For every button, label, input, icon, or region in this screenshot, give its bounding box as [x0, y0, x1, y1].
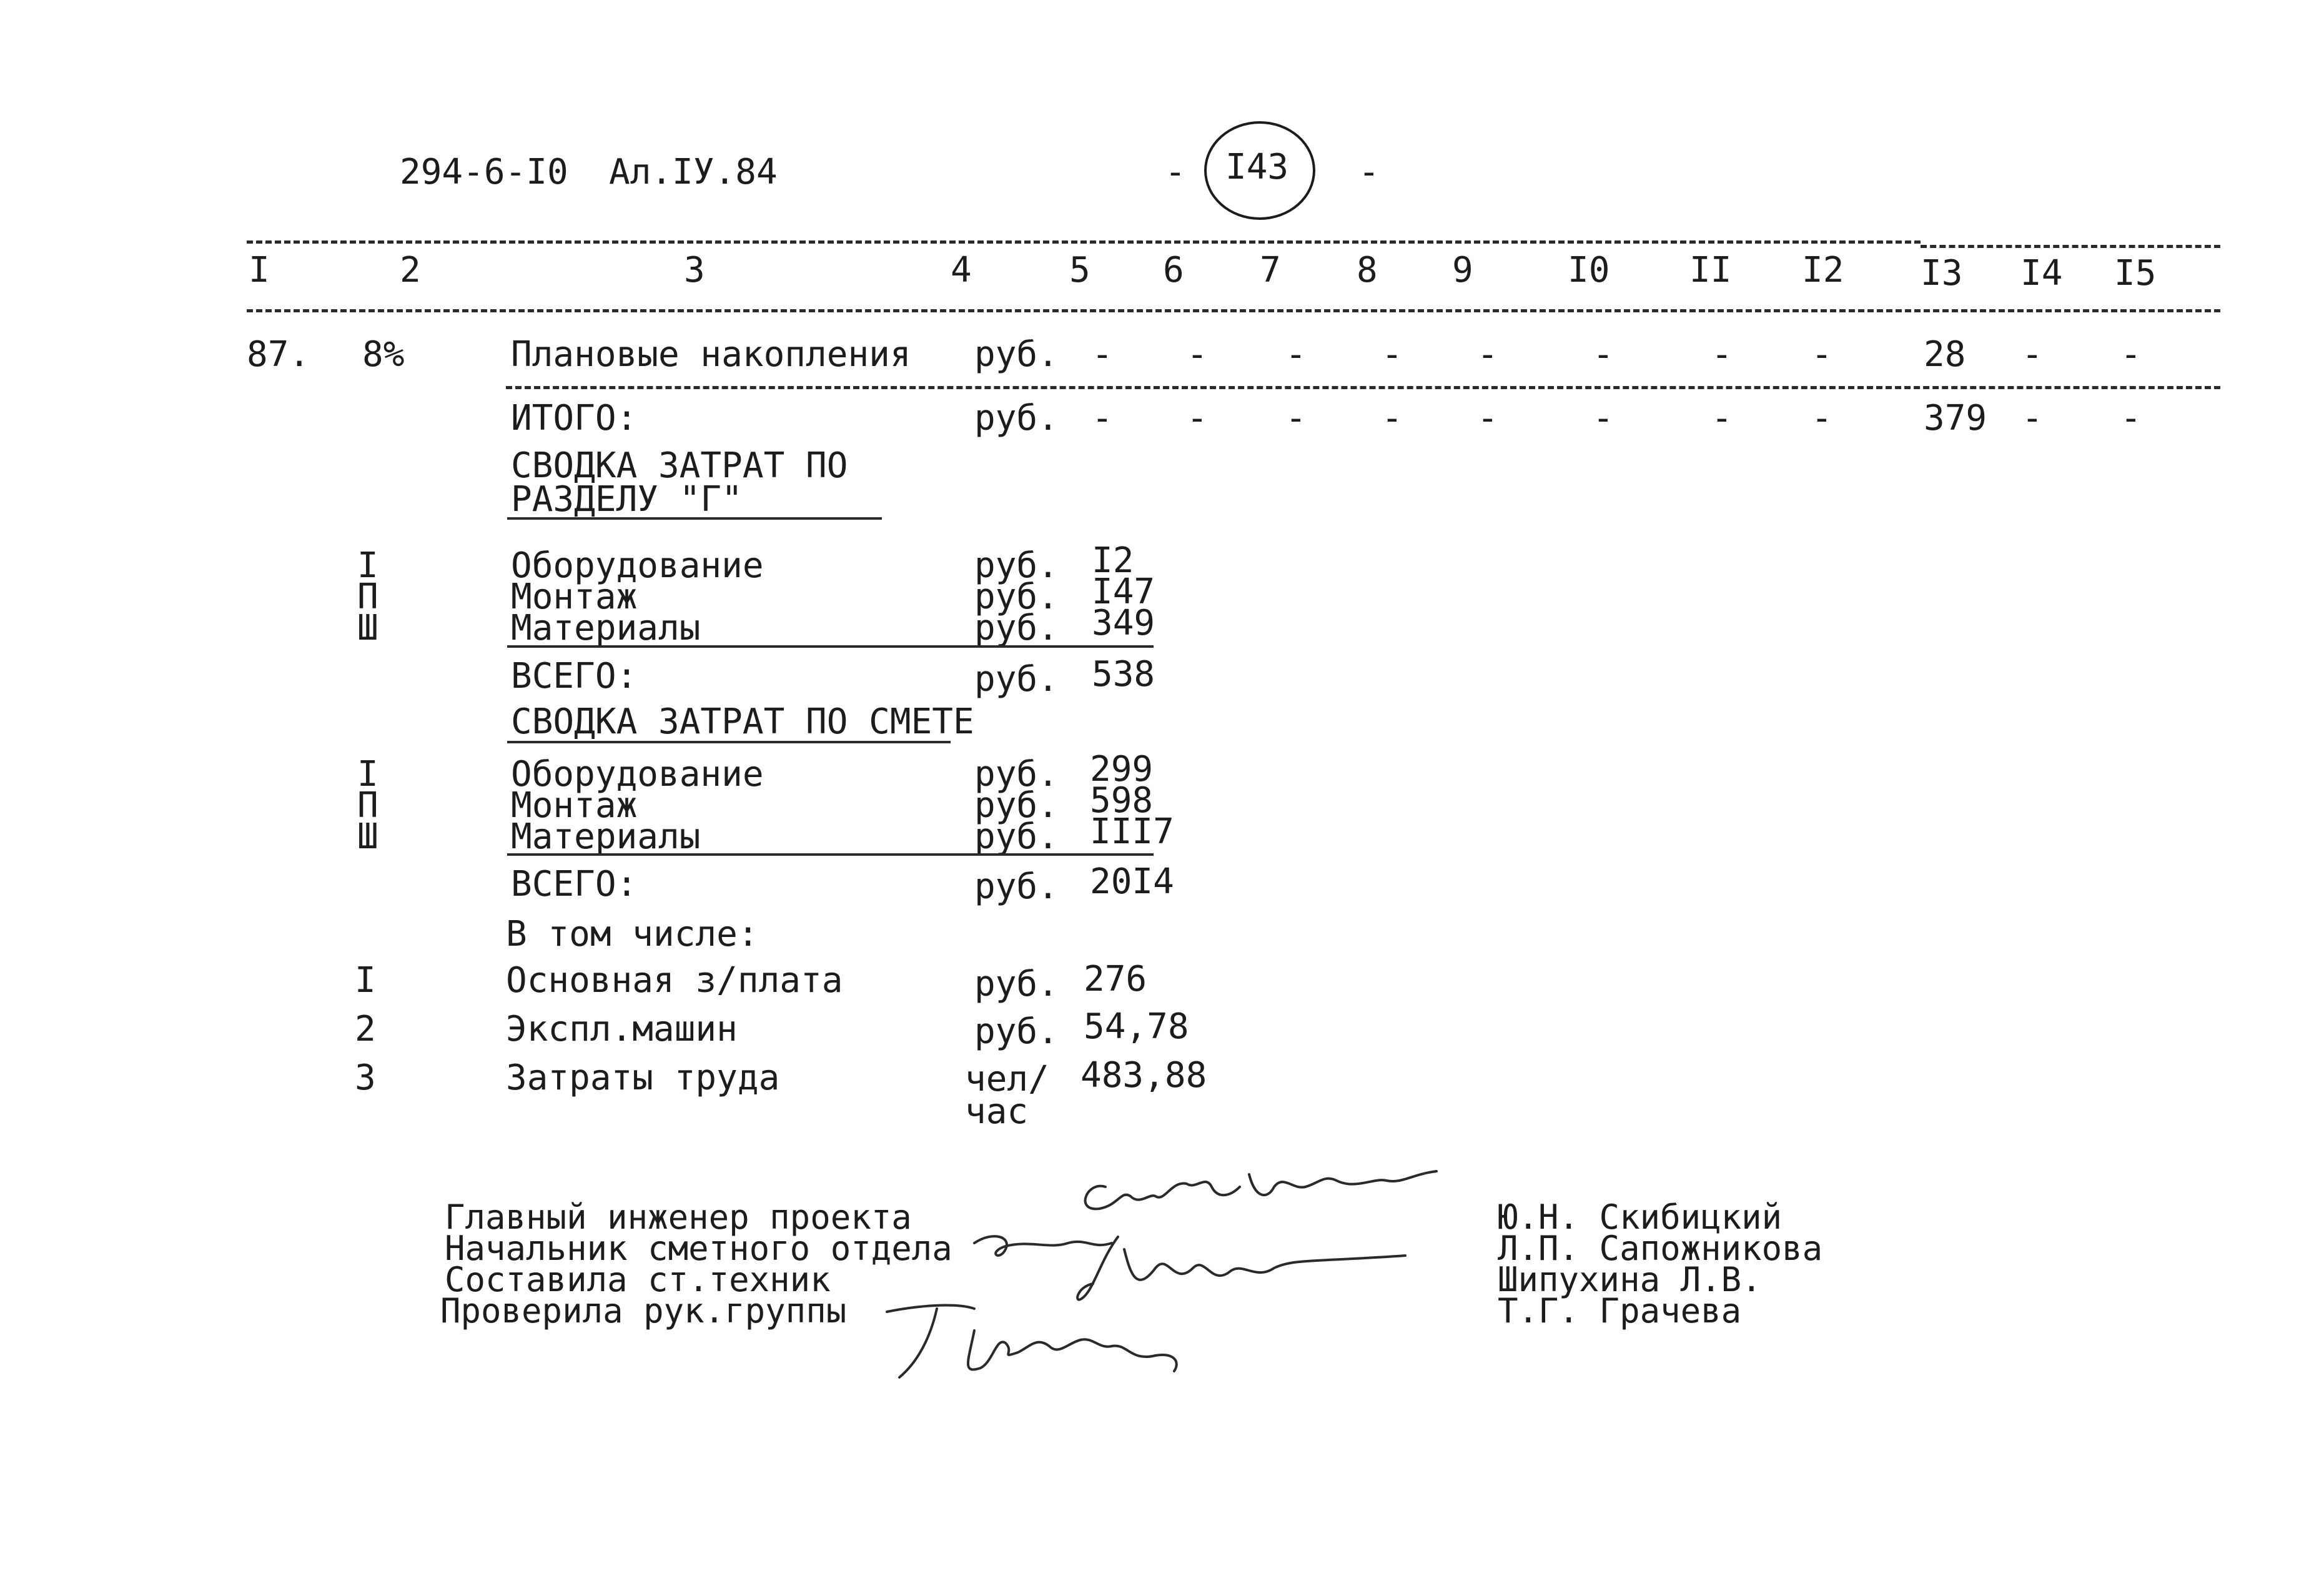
- header-top-line: [247, 240, 1921, 244]
- col-header-5: 5: [1069, 250, 1090, 290]
- section-g-value-3: 349: [1092, 603, 1155, 643]
- including-no-2: 2: [355, 1009, 376, 1049]
- col-header-2: 2: [400, 250, 421, 290]
- col-header-11: II: [1689, 250, 1732, 290]
- row87-number: 87.: [247, 334, 310, 375]
- itogo-col14: -: [2022, 398, 2043, 439]
- section-smeta-total-value: 20I4: [1090, 861, 1174, 902]
- including-name-1: Основная з/плата: [506, 960, 843, 1001]
- row87-col7: -: [1285, 334, 1307, 375]
- including-unit-2: руб.: [974, 1011, 1059, 1052]
- section-smeta-value-3: III7: [1090, 811, 1174, 852]
- section-g-value-2: I47: [1092, 572, 1155, 612]
- col-header-7: 7: [1260, 250, 1281, 290]
- section-smeta-title: СВОДКА ЗАТРАТ ПО СМЕТЕ: [511, 701, 974, 742]
- row87-col8: -: [1382, 334, 1403, 375]
- name-skibitsky: Ю.Н. Скибицкий: [1498, 1197, 1783, 1237]
- section-g-title-underline: [507, 517, 882, 520]
- section-g-roman-2: П: [357, 577, 378, 617]
- section-smeta-name-2: Монтаж: [511, 785, 638, 826]
- header-bottom-line: [247, 309, 2220, 312]
- section-g-unit-3: руб.: [974, 608, 1059, 648]
- including-label: В том числе:: [506, 914, 759, 954]
- album-code: Ал.IУ.84: [609, 152, 778, 192]
- section-smeta-items-underline: [507, 853, 1154, 856]
- col-header-4: 4: [951, 250, 972, 290]
- role-head-estimate-dept: Начальник сметного отдела: [445, 1229, 952, 1268]
- including-no-3: 3: [355, 1058, 376, 1098]
- including-value-2: 54,78: [1084, 1006, 1189, 1047]
- section-smeta-value-2: 598: [1090, 780, 1154, 821]
- section-smeta-unit-3: руб.: [974, 816, 1059, 857]
- section-smeta-value-1: 299: [1090, 749, 1154, 790]
- name-shipukhina: Шипухина Л.В.: [1498, 1260, 1762, 1299]
- page-number: I43: [1225, 147, 1289, 187]
- itogo-col8: -: [1382, 398, 1403, 439]
- itogo-col15: -: [2120, 398, 2142, 439]
- section-smeta-unit-2: руб.: [974, 785, 1059, 826]
- row87-name: Плановые накопления: [511, 334, 911, 375]
- including-unit-1: руб.: [974, 964, 1059, 1004]
- itogo-label: ИТОГО:: [511, 398, 638, 439]
- section-smeta-unit-1: руб.: [974, 754, 1059, 795]
- col-header-10: I0: [1568, 250, 1610, 290]
- signature-gracheva: [881, 1293, 1205, 1387]
- name-gracheva: Т.Г. Грачева: [1498, 1291, 1742, 1331]
- section-g-total-label: ВСЕГО:: [511, 656, 638, 696]
- itogo-col11: -: [1711, 398, 1733, 439]
- including-unit-3-line1: чел/: [965, 1059, 1049, 1099]
- including-unit-3-line2: час: [965, 1091, 1029, 1132]
- row87-col14: -: [2022, 334, 2043, 375]
- col-header-12: I2: [1802, 250, 1844, 290]
- col-header-15: I5: [2114, 253, 2157, 294]
- itogo-col13: 379: [1924, 398, 1987, 439]
- including-name-2: Экспл.машин: [506, 1009, 738, 1049]
- section-smeta-roman-3: Ш: [357, 816, 378, 857]
- row87-col12: -: [1811, 334, 1832, 375]
- row87-col13: 28: [1924, 334, 1966, 375]
- section-g-value-1: I2: [1092, 540, 1134, 581]
- itogo-col12: -: [1811, 398, 1832, 439]
- itogo-col10: -: [1593, 398, 1614, 439]
- role-chief-engineer: Главный инженер проекта: [445, 1197, 912, 1237]
- section-smeta-total-label: ВСЕГО:: [511, 864, 638, 905]
- row87-underline: [506, 386, 2220, 389]
- header-top-line-right: [1921, 245, 2220, 248]
- itogo-unit: руб.: [974, 398, 1059, 439]
- including-no-1: I: [355, 960, 376, 1001]
- section-g-title-line1: СВОДКА ЗАТРАТ ПО: [511, 445, 848, 486]
- section-g-name-1: Оборудование: [511, 545, 764, 586]
- page-dash-left: -: [1165, 152, 1186, 192]
- row87-col11: -: [1711, 334, 1733, 375]
- section-g-roman-3: Ш: [357, 608, 378, 648]
- itogo-col7: -: [1285, 398, 1307, 439]
- col-header-14: I4: [2020, 253, 2063, 294]
- section-smeta-name-3: Материалы: [511, 816, 701, 857]
- document-code: 294-6-I0: [400, 152, 568, 192]
- row87-col6: -: [1187, 334, 1208, 375]
- col-header-13: I3: [1921, 253, 1963, 294]
- row87-col5: -: [1092, 334, 1113, 375]
- name-sapozhnikova: Л.П. Сапожникова: [1498, 1229, 1823, 1268]
- col-header-8: 8: [1357, 250, 1378, 290]
- including-name-3: Затраты труда: [506, 1058, 780, 1098]
- section-smeta-name-1: Оборудование: [511, 754, 764, 795]
- section-smeta-total-unit: руб.: [974, 866, 1059, 907]
- itogo-col9: -: [1477, 398, 1498, 439]
- section-g-total-unit: руб.: [974, 659, 1059, 700]
- including-value-1: 276: [1084, 959, 1147, 999]
- col-header-3: 3: [684, 250, 705, 290]
- section-g-unit-2: руб.: [974, 577, 1059, 617]
- col-header-1: I: [249, 250, 270, 290]
- row87-col9: -: [1477, 334, 1498, 375]
- section-g-title-line2: РАЗДЕЛУ "Г": [511, 479, 743, 520]
- page-dash-right: -: [1358, 152, 1380, 192]
- section-g-total-value: 538: [1092, 654, 1155, 695]
- itogo-col6: -: [1187, 398, 1208, 439]
- row87-col10: -: [1593, 334, 1614, 375]
- role-group-head: Проверила рук.группы: [440, 1291, 847, 1331]
- col-header-6: 6: [1163, 250, 1184, 290]
- section-g-name-2: Монтаж: [511, 577, 638, 617]
- row87-col15: -: [2120, 334, 2142, 375]
- section-smeta-roman-1: I: [357, 754, 378, 795]
- section-g-name-3: Материалы: [511, 608, 701, 648]
- col-header-9: 9: [1452, 250, 1473, 290]
- row87-percent: 8%: [362, 334, 405, 375]
- itogo-col5: -: [1092, 398, 1113, 439]
- section-smeta-roman-2: П: [357, 785, 378, 826]
- including-value-3: 483,88: [1080, 1055, 1207, 1096]
- row87-unit: руб.: [974, 334, 1059, 375]
- section-smeta-title-underline: [507, 741, 951, 743]
- section-g-items-underline: [507, 645, 1154, 648]
- section-g-unit-1: руб.: [974, 545, 1059, 586]
- role-senior-technician: Составила ст.техник: [445, 1260, 831, 1299]
- section-g-roman-1: I: [357, 545, 378, 586]
